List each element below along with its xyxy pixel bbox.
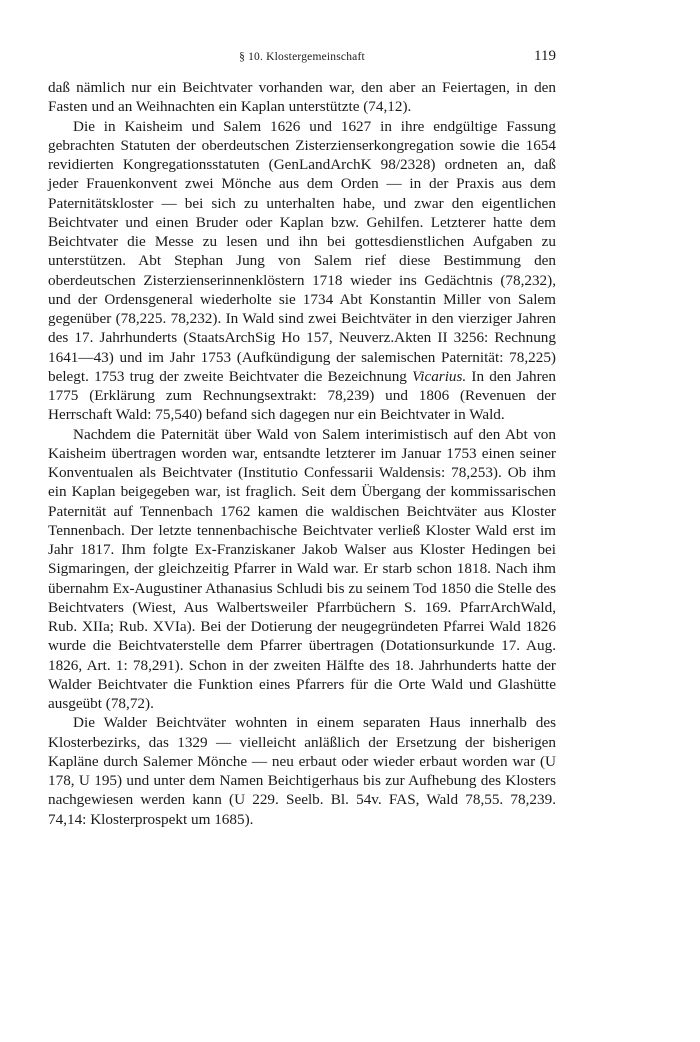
vicarius-term: Vicarius. [412,367,467,385]
paragraph-paternity: Nachdem die Paternität über Wald von Salem interimistisch auf den Abt von Kaisheim übertragen worden war, entsandte letzterer im Januar 1753 einen seiner Konventualen als Beichtvater (Institutio Confessarii Waldensis: 78,253). Ob ihm ein Kaplan beigegeben war, ist fraglich. Seit dem Übergang der kommissarischen Paternität auf Tennenbach 1762 kamen die waldischen Beichtväter aus Kloster Tennenbach. Der letzte tennenbachische Beichtvater verließ Kloster Wald erst im Jahr 1817. Ihm folgte Ex-Franziskaner Jakob Walser aus Kloster Hedingen bei Sigmaringen, der gleichzeitig Pfarrer in Wald war. Er starb schon 1818. Nach ihm übernahm Ex-Augustiner Athanasius Schludi bis zu seinem Tod 1850 die Stelle des Beichtvaters (Wiest, Aus Walbertsweiler Pfarrbüchern S. 169. PfarrArchWald, Rub. XIIa; Rub. XVIa). Bei der Dotierung der neugegründeten Pfarrei Wald 1826 wurde die Beichtvaterstelle dem Pfarrer übertragen (Dotationsurkunde 17. Aug. 1826, Art. 1: 78,291). Schon in der zweiten Hälfte des 18. Jahrhunderts hatte der Walder Beichtvater die Funktion eines Pfarrers für die Orte Wald und Glashütte ausgeübt (78,72). [48,425,556,712]
page-number: 119 [534,48,556,64]
paragraph-continuation: daß nämlich nur ein Beichtvater vorhanden war, den aber an Feiertagen, in den Fasten und an Weihnachten ein Kaplan unterstützte (74,12). [48,79,556,116]
running-title: § 10. Klostergemeinschaft [239,51,365,63]
paragraph-statutes [48,117,556,425]
paragraph-statutes-text-end: In den Jahren 1775 (Erklärung zum Rechnungsextrakt: 78,239) und 1806 (Revenuen der Herrschaft Wald: 75,540) befand sich dagegen nur ein Beichtvater in Wald. [48,367,556,424]
running-head [48,46,556,70]
body-text [48,78,556,829]
paragraph-confessor-house: Die Walder Beichtväter wohnten in einem separaten Haus innerhalb des Klosterbezirks, das 1329 — vielleicht anläßlich der Ersetzung der bisherigen Kapläne durch Salemer Mönche — neu erbaut oder wieder erbaut worden war (U 178, U 195) und unter dem Namen Beichtigerhaus bis zur Aufhebung des Klosters nachgewiesen werden kann (U 229. Seelb. Bl. 54v. FAS, Wald 78,55. 78,239. 74,14: Klosterprospekt um 1685). [48,714,556,828]
paragraph-statutes-text: Die in Kaisheim und Salem 1626 und 1627 in ihre endgültige Fassung gebrachten Statuten der oberdeutschen Zisterzienserkongregation sowie die 1654 revidierten Kongregationsstatuten (GenLandArchK 98/2328) ordneten an, daß jeder Frauenkonvent zwei Mönche aus dem Orden — in der Praxis aus dem Paternitätskloster — bei sich zu unterhalten habe, und zwar den eigentlichen Beichtvater und einen Bruder oder Kaplan bzw. Gehilfen. Letzterer hatte dem Beichtvater die Messe zu lesen und ihn bei gottesdienstlichen Aufgaben zu unterstützen. Abt Stephan Jung von Salem rief diese Bestimmung den oberdeutschen Zisterzienserinnenklöstern 1718 wieder ins Gedächtnis (78,232), und der Ordensgeneral wiederholte sie 1734 Abt Konstantin Miller von Salem gegenüber (78,225. 78,232). In Wald sind zwei Beichtväter in den vierziger Jahren des 17. Jahrhunderts (StaatsArchSig Ho 157, Neuverz.Akten II 3256: Rechnung 1641—43) und im Jahr 1753 (Aufkündigung der salemischen Paternität: 78,225) belegt. 1753 trug der zweite Beichtvater die Bezeichnung [48,117,556,385]
